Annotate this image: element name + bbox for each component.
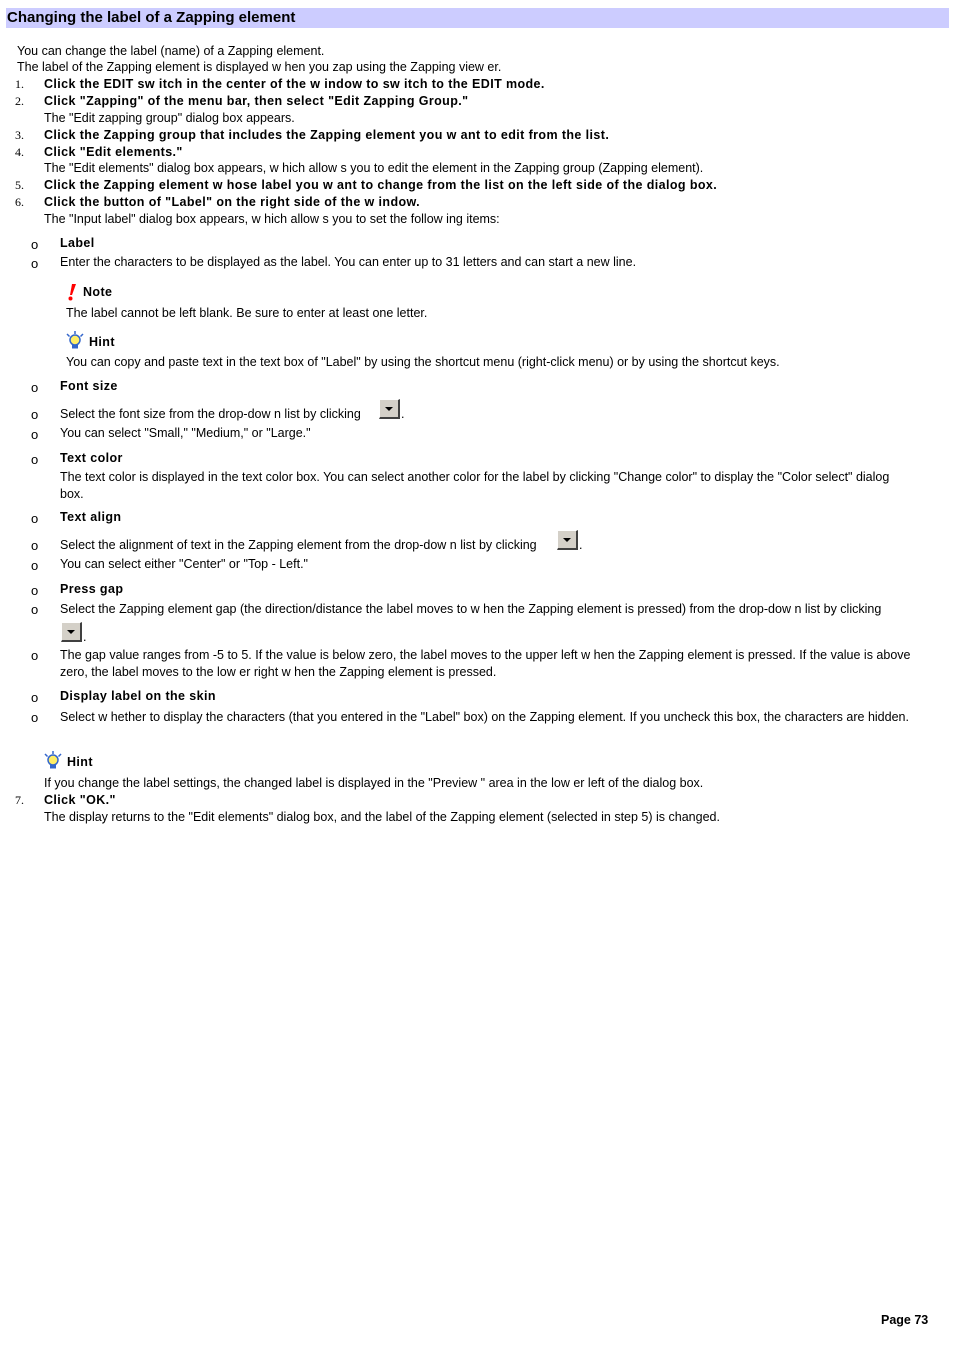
step-number: 3. xyxy=(15,128,24,142)
item-heading-font-size: Font size xyxy=(60,379,118,393)
bullet-glyph: o xyxy=(31,427,39,442)
item-heading-text-color: Text color xyxy=(60,451,123,465)
bullet-glyph: o xyxy=(31,602,39,617)
note-text: The label cannot be left blank. Be sure to enter at least one letter. xyxy=(66,306,428,320)
item-desc-press-gap-range: The gap value ranges from -5 to 5. If the value is below zero, the label moves to the upper left w hen the Zapping element is pressed. If the value is above zero, the label moves to the low er right w hen the Zapping element is pressed. xyxy=(60,648,911,679)
bullet-glyph: o xyxy=(31,690,39,705)
note-exclamation-icon xyxy=(66,283,78,301)
step-number: 1. xyxy=(15,77,24,91)
page-title: Changing the label of a Zapping element xyxy=(6,8,949,28)
bullet-glyph: o xyxy=(31,710,39,725)
item-desc-font-size-options: You can select "Small," "Medium," or "Large." xyxy=(60,426,311,440)
step-text: Click the button of "Label" on the right side of the w indow. xyxy=(44,195,421,209)
hint-title: Hint xyxy=(67,755,93,769)
step-text: Click "Zapping" of the menu bar, then select "Edit Zapping Group." xyxy=(44,94,469,108)
step-text: Click "OK." xyxy=(44,793,116,807)
bullet-glyph: o xyxy=(31,380,39,395)
dropdown-arrow-button xyxy=(61,622,82,642)
bullet-glyph: o xyxy=(31,511,39,526)
note-title: Note xyxy=(83,285,113,299)
page-number: Page 73 xyxy=(881,1313,929,1327)
step-subtext: The display returns to the "Edit elements" dialog box, and the label of the Zapping element (selected in step 5) is changed. xyxy=(44,810,720,824)
bullet-glyph: o xyxy=(31,237,39,252)
dropdown-arrow-button xyxy=(379,399,400,419)
item-desc-text-color: The text color is displayed in the text color box. You can select another color for the label by clicking "Change color" to display the "Color select" dialog box. xyxy=(60,470,890,501)
hint-title: Hint xyxy=(89,335,115,349)
step-subtext: The "Edit zapping group" dialog box appears. xyxy=(44,111,295,125)
step-text: Click "Edit elements." xyxy=(44,145,183,159)
step-number: 5. xyxy=(15,178,24,192)
step-number: 2. xyxy=(15,94,24,108)
period: . xyxy=(401,407,405,421)
step-number: 6. xyxy=(15,195,24,209)
intro-line-1: You can change the label (name) of a Zapping element. xyxy=(17,44,325,58)
bullet-glyph: o xyxy=(31,407,39,422)
step-text: Click the Zapping element w hose label you w ant to change from the list on the left side of the dialog box. xyxy=(44,178,718,192)
bullet-glyph: o xyxy=(31,648,39,663)
dropdown-arrow-button xyxy=(557,530,578,550)
bullet-glyph: o xyxy=(31,256,39,271)
hint-text: You can copy and paste text in the text box of "Label" by using the shortcut menu (right-click menu) or by using the shortcut keys. xyxy=(66,355,780,369)
hint-text: If you change the label settings, the changed label is displayed in the "Preview " area in the low er left of the dialog box. xyxy=(44,776,704,790)
bullet-glyph: o xyxy=(31,558,39,573)
item-heading-text-align: Text align xyxy=(60,510,122,524)
bullet-glyph: o xyxy=(31,538,39,553)
item-desc-text-align-options: You can select either "Center" or "Top - Left." xyxy=(60,557,308,571)
hint-lightbulb-icon xyxy=(66,331,84,350)
intro-line-2: The label of the Zapping element is displayed w hen you zap using the Zapping view er. xyxy=(17,60,502,74)
step-text: Click the EDIT sw itch in the center of the w indow to sw itch to the EDIT mode. xyxy=(44,77,545,91)
bullet-glyph: o xyxy=(31,452,39,467)
step-number: 4. xyxy=(15,145,24,159)
step-subtext: The "Edit elements" dialog box appears, w hich allow s you to edit the element in the Zapping group (Zapping element). xyxy=(44,161,704,175)
item-desc-press-gap: Select the Zapping element gap (the direction/distance the label moves to w hen the Zapping element is pressed) from the drop-dow n list by clicking xyxy=(60,602,882,616)
item-heading-label: Label xyxy=(60,236,95,250)
hint-lightbulb-icon xyxy=(44,751,62,770)
item-desc-font-size: Select the font size from the drop-dow n list by clicking xyxy=(60,407,361,421)
period: . xyxy=(83,630,87,644)
period: . xyxy=(579,538,583,552)
step-number: 7. xyxy=(15,793,24,807)
step-text: Click the Zapping group that includes the Zapping element you w ant to edit from the list. xyxy=(44,128,610,142)
item-heading-display-label: Display label on the skin xyxy=(60,689,216,703)
item-desc-text-align: Select the alignment of text in the Zapping element from the drop-dow n list by clicking xyxy=(60,538,537,552)
bullet-glyph: o xyxy=(31,583,39,598)
item-desc-display-label: Select w hether to display the characters (that you entered in the "Label" box) on the Zapping element. If you uncheck this box, the characters are hidden. xyxy=(60,710,909,724)
item-desc-label: Enter the characters to be displayed as the label. You can enter up to 31 letters and can start a new line. xyxy=(60,255,637,269)
step-subtext: The "Input label" dialog box appears, w hich allow s you to set the follow ing items: xyxy=(44,212,500,226)
item-heading-press-gap: Press gap xyxy=(60,582,124,596)
